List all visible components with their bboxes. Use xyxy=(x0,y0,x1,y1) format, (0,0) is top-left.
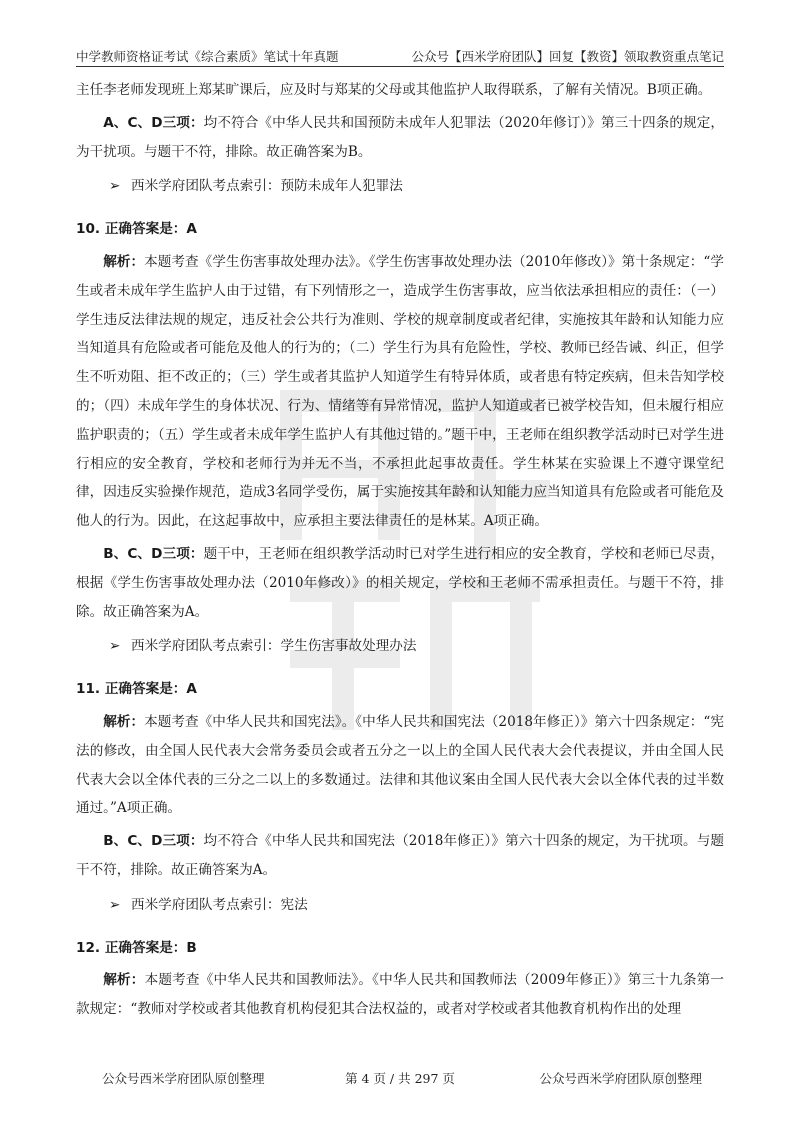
page-footer xyxy=(76,1069,724,1089)
q10-analysis-text: 本题考查《学生伤害事故处理办法》。《学生伤害事故处理办法（2010年修改）》第十条规定：“学生或者未成年学生监护人由于过错，有下列情形之一，造成学生伤害事故，应当依法承担相应的责任：（一）学生违反法律法规的规定，违反社会公共行为准则、学校的规章制度或者纪律，实施按其年龄和认知能力应当知道具有危险或者可能危及他人的行为的；（二）学生行为具有危险性，学校、教师已经告诫、纠正，但学生不听劝阻、拒不改正的；（三）学生或者其监护人知道学生有特异体质，或者患有特定疾病，但未告知学校的；（四）未成年学生的身体状况、行为、情绪等有异常情况，监护人知道或者已被学校告知，但未履行相应监护职责的；（五）学生或者未成年学生监护人有其他过错的。”题干中，王老师在组织教学活动时已对学生进行相应的安全教育，学校和老师行为并无不当，不承担此起事故责任。学生林某在实验课上不遵守课堂纪律，因违反实验操作规范，造成3名同学受伤，属于实施按其年龄和认知能力应当知道具有危险或者可能危及他人的行为。因此，在这起事故中，应承担主要法律责任的是林某。A项正确。 xyxy=(76,253,724,530)
document-body xyxy=(76,76,724,1024)
q11-analysis-label: 解析： xyxy=(103,713,145,730)
arrow-bullet-icon: ➢ xyxy=(109,178,121,195)
q11-options-label: B、C、D三项： xyxy=(103,833,204,850)
q12-analysis xyxy=(76,966,724,1024)
q12-analysis-label: 解析： xyxy=(103,972,145,989)
q10-options-label: B、C、D三项： xyxy=(103,545,204,562)
q11-options-text: 均不符合《中华人民共和国宪法（2018年修正）》第六十四条的规定，为干扰项。与题干不符，排除。故正确答案为A。 xyxy=(76,833,724,878)
q10-index-text: 西米学府团队考点索引：学生伤害事故处理办法 xyxy=(131,638,417,655)
q10-options-text: 题干中，王老师在组织教学活动时已对学生进行相应的安全教育，学校和老师已尽责，根据《学生伤害事故处理办法（2010年修改）》的相关规定，学校和王老师不需承担责任。与题干不符，排除。故正确答案为A。 xyxy=(76,545,724,620)
footer-left-text: 公众号西米学府团队原创整理 xyxy=(102,1071,265,1086)
q10-analysis-label: 解析： xyxy=(103,253,145,270)
q11-answer-heading: 11. 正确答案是：A xyxy=(76,681,197,698)
page-header xyxy=(76,44,724,67)
q12-answer-heading: 12. 正确答案是：B xyxy=(76,939,197,956)
q9-options-label: A、C、D三项： xyxy=(103,114,204,131)
header-right-text: 公众号【西米学府团队】回复【教资】领取教资重点笔记 xyxy=(411,49,724,64)
q9-index-text: 西米学府团队考点索引：预防未成年人犯罪法 xyxy=(131,178,403,195)
q11-options-explanation xyxy=(76,827,724,885)
q11-analysis xyxy=(76,708,724,823)
q10-options-explanation xyxy=(76,540,724,626)
q9-options-explanation xyxy=(76,109,724,167)
paragraph-continued: 主任李老师发现班上郑某旷课后，应及时与郑某的父母或其他监护人取得联系，了解有关情况。B项正确。 xyxy=(76,82,712,98)
footer-right-text: 公众号西米学府团队原创整理 xyxy=(539,1071,702,1086)
q10-analysis xyxy=(76,248,724,536)
arrow-bullet-icon: ➢ xyxy=(109,638,121,655)
q9-index-item xyxy=(76,172,724,201)
arrow-bullet-icon: ➢ xyxy=(109,896,121,913)
q10-answer-heading: 10. 正确答案是：A xyxy=(76,221,197,238)
page-number: 第 4 页 / 共 297 页 xyxy=(345,1071,455,1086)
header-left-text: 中学教师资格证考试《综合素质》笔试十年真题 xyxy=(76,49,339,64)
q11-index-text: 西米学府团队考点索引：宪法 xyxy=(131,896,308,913)
q11-index-item xyxy=(76,891,724,920)
q10-index-item xyxy=(76,632,724,661)
q12-analysis-text: 本题考查《中华人民共和国教师法》。《中华人民共和国教师法（2009年修正）》第三十九条第一款规定：“教师对学校或者其他教育机构侵犯其合法权益的，或者对学校或者其他教育机构作出的处理 xyxy=(76,972,725,1018)
q9-options-text: 均不符合《中华人民共和国预防未成年人犯罪法（2020年修订）》第三十四条的规定，为干扰项。与题干不符，排除。故正确答案为B。 xyxy=(76,114,725,160)
q11-analysis-text: 本题考查《中华人民共和国宪法》。《中华人民共和国宪法（2018年修正）》第六十四条规定：“宪法的修改，由全国人民代表大会常务委员会或者五分之一以上的全国人民代表大会代表提议，并由全国人民代表大会以全体代表的三分之二以上的多数通过。法律和其他议案由全国人民代表大会以全体代表的过半数通过。”A项正确。 xyxy=(76,713,724,817)
